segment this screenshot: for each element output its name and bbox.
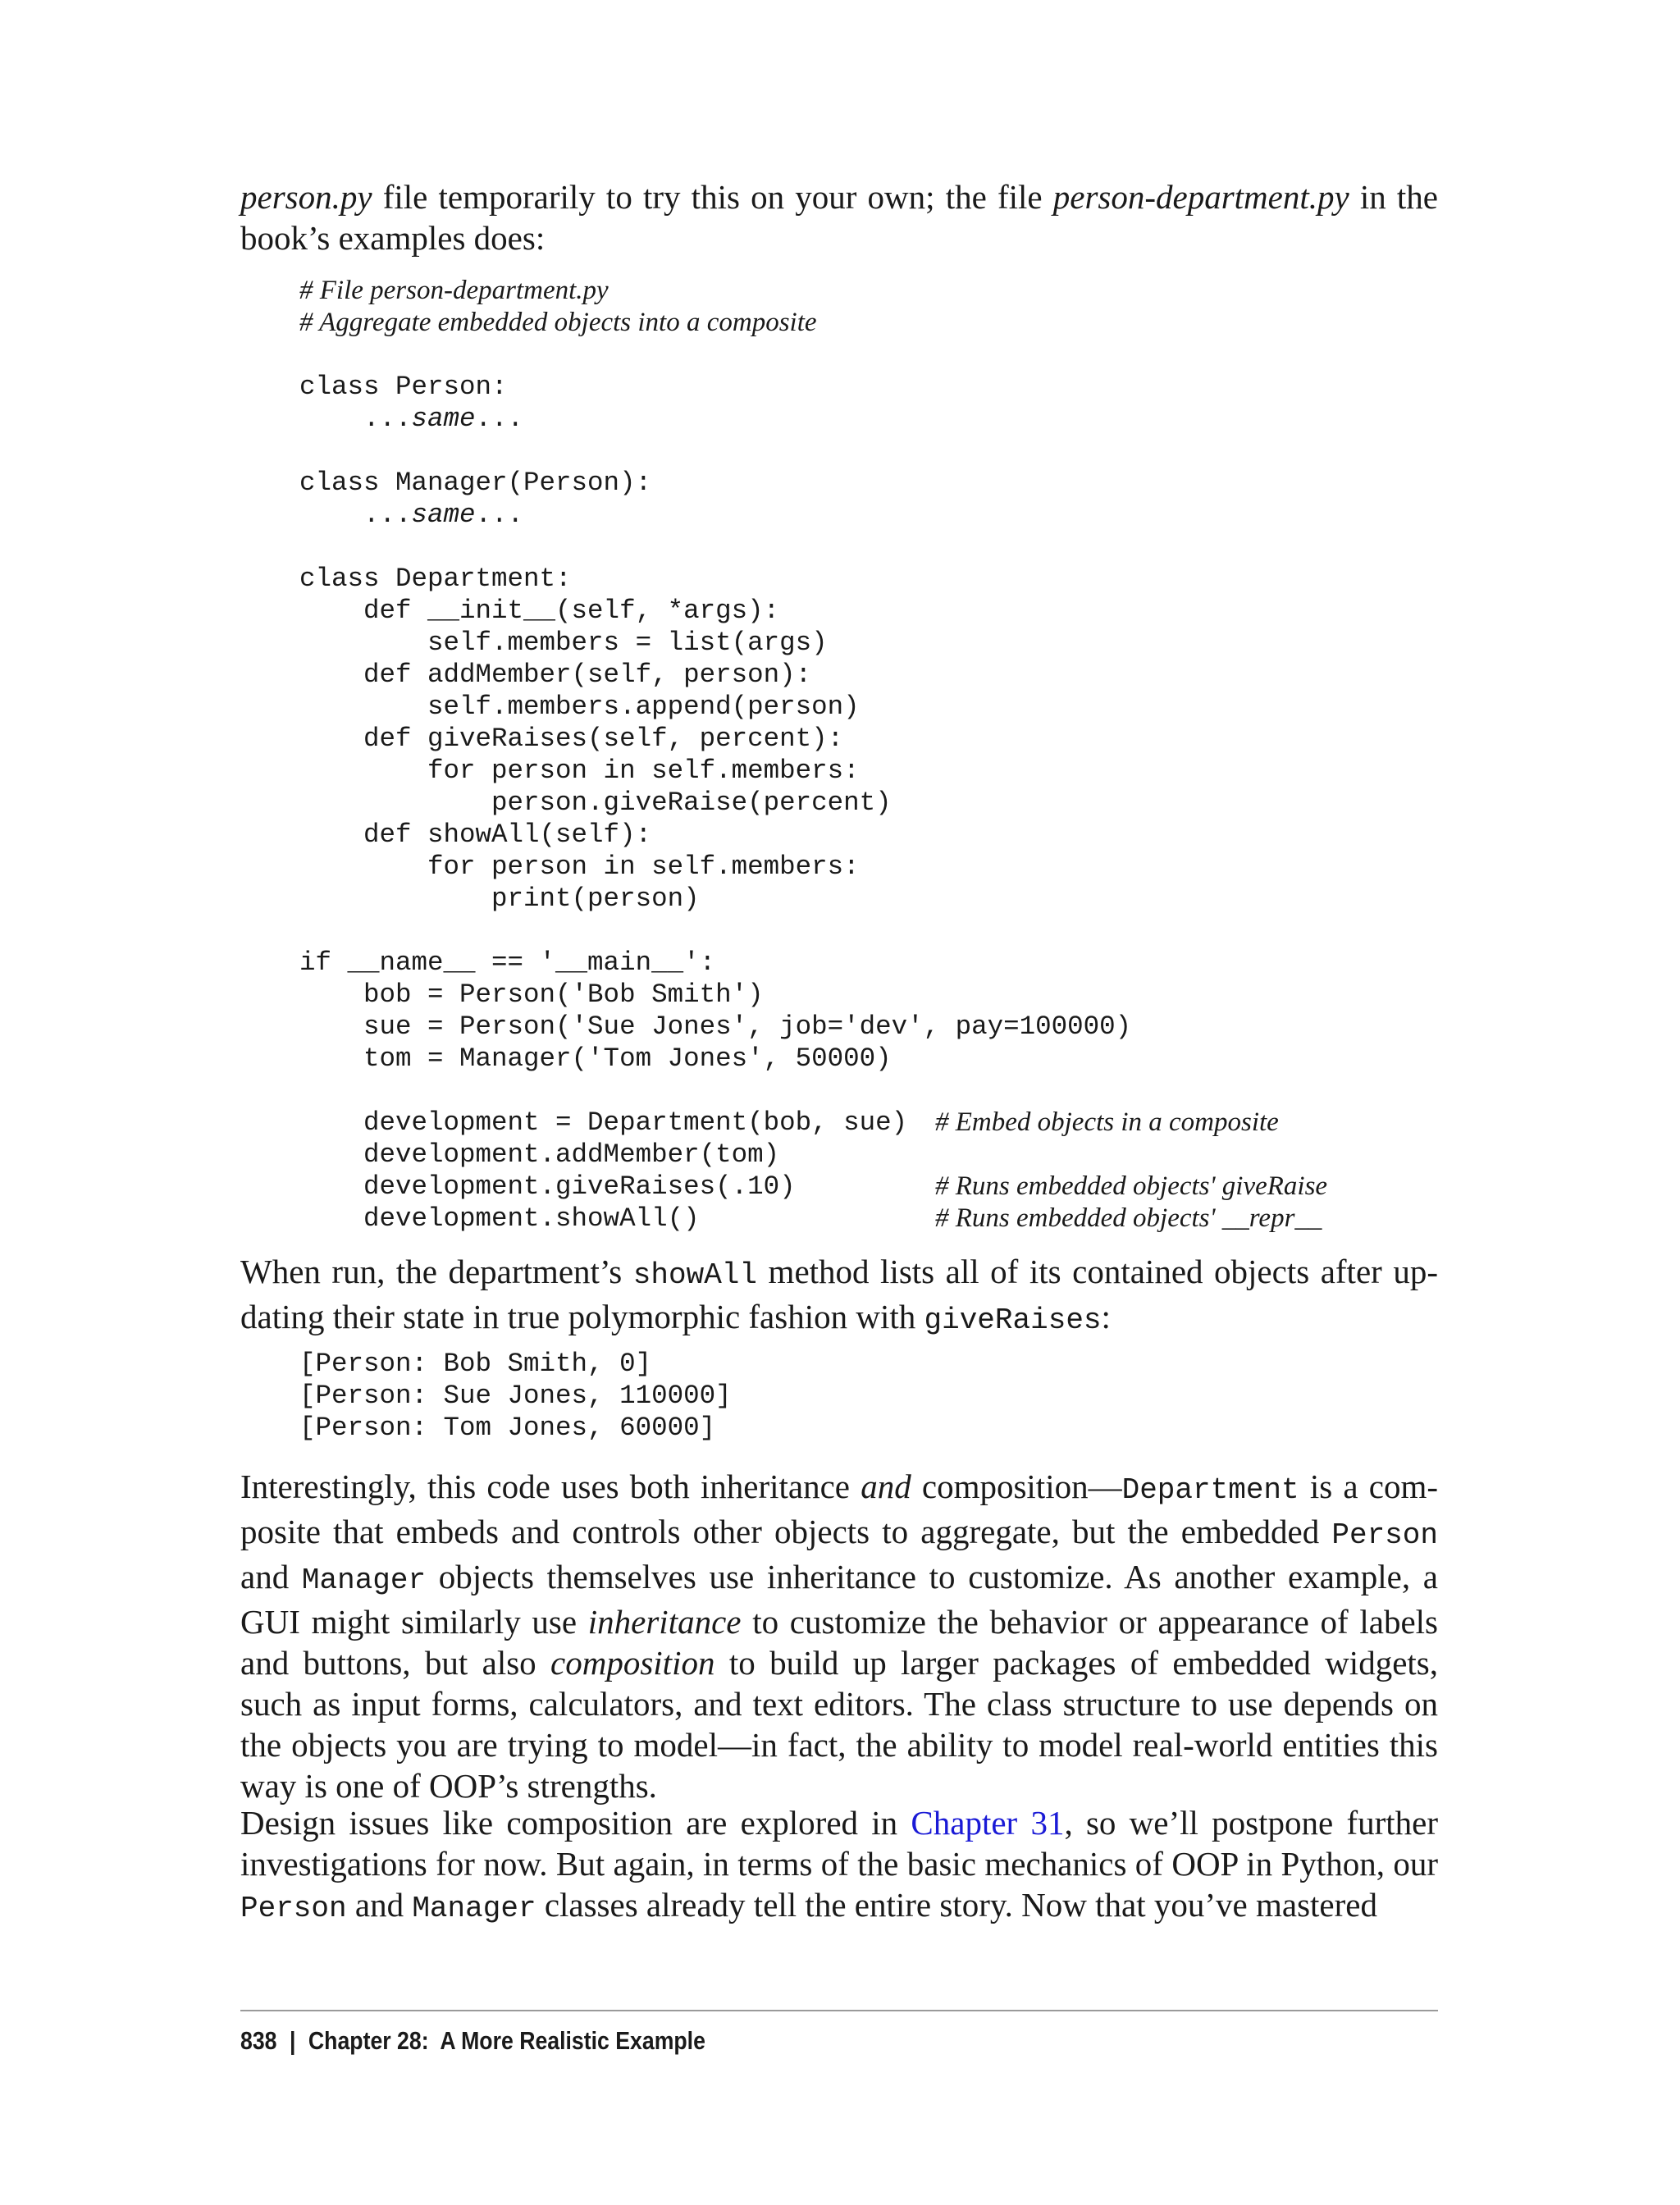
text-run: classes already tell the entire story. Now that you’ve mastered xyxy=(536,1886,1377,1924)
output-line: [Person: Tom Jones, 60000] xyxy=(299,1413,716,1443)
code-comment: # Runs embedded objects' giveRaise xyxy=(935,1171,1328,1201)
inline-code: Person xyxy=(1331,1518,1438,1552)
page-footer xyxy=(240,2025,705,2057)
footer-divider xyxy=(240,2010,1438,2011)
code-comment: # Runs embedded objects' __repr__ xyxy=(935,1203,1322,1233)
text-run: , so we’ll postpone further investigations for now. But again, in terms of the basic mechanics of OOP in Python, our xyxy=(240,1804,1438,1883)
text-run: in the book’s examples does: xyxy=(240,178,1438,257)
code-line: person.giveRaise(percent) xyxy=(299,788,892,818)
text-run: and xyxy=(240,1558,302,1596)
footer-separator: | xyxy=(289,2026,296,2055)
inline-code: giveRaises xyxy=(924,1303,1102,1337)
filename-person-department: person-department.py xyxy=(1052,178,1349,216)
paragraph-intro xyxy=(240,176,1438,258)
inline-code: showAll xyxy=(632,1258,758,1292)
text-run: Design issues like composition are explored in xyxy=(240,1804,911,1842)
code-line: development.showAll() xyxy=(299,1203,700,1234)
text-run: to build up larger packages of embedded widgets, such as input forms, calculators, and text editors. The class structure to use depends on the objects you are trying to model—in fact, the ability to model real-world entities this way is one of OOP’s strengths. xyxy=(240,1644,1438,1805)
emphasis: composition xyxy=(550,1644,715,1682)
code-token-italic: same xyxy=(411,404,476,434)
text-run: Interestingly, this code uses both inheritance xyxy=(240,1468,861,1505)
code-line: tom = Manager('Tom Jones', 50000) xyxy=(299,1043,892,1074)
paragraph-interestingly xyxy=(240,1466,1438,1806)
code-line: def addMember(self, person): xyxy=(299,660,812,690)
code-line: print(person) xyxy=(299,883,700,914)
paragraph-when-run xyxy=(240,1251,1438,1341)
text-run: composition— xyxy=(911,1468,1122,1505)
code-comment: # Aggregate embedded objects into a composite xyxy=(299,308,817,337)
code-line: sue = Person('Sue Jones', job='dev', pay=100000) xyxy=(299,1011,1132,1042)
code-line: class Person: xyxy=(299,372,508,402)
text-run: objects themselves use inheritance to customize. As another example, a GUI might similarly use xyxy=(240,1558,1438,1641)
code-token: ... xyxy=(299,500,412,530)
code-line: def giveRaises(self, percent): xyxy=(299,724,844,754)
code-line: if __name__ == '__main__': xyxy=(299,947,716,978)
text-run: to customize the behavior or appearance of labels and buttons, but also xyxy=(240,1603,1439,1682)
inline-code: Manager xyxy=(301,1564,427,1597)
emphasis: inheritance xyxy=(587,1603,742,1641)
code-line: def showAll(self): xyxy=(299,819,652,850)
output-line: [Person: Bob Smith, 0] xyxy=(299,1349,652,1379)
code-line: def __init__(self, *args): xyxy=(299,596,780,626)
code-token-italic: same xyxy=(411,500,476,530)
code-line: for person in self.members: xyxy=(299,756,860,786)
code-line: self.members = list(args) xyxy=(299,628,828,658)
code-comment: # File person-department.py xyxy=(299,276,609,305)
inline-code: Department xyxy=(1121,1473,1299,1507)
text-run: method lists all of its contained objects after up-dating their state in true polymorphic fashion with xyxy=(240,1253,1438,1335)
code-line: class Manager(Person): xyxy=(299,468,652,498)
code-comment: # Embed objects in a composite xyxy=(935,1107,1279,1137)
code-token: ... xyxy=(475,500,524,530)
code-line: development.addMember(tom) xyxy=(299,1139,780,1170)
code-line: bob = Person('Bob Smith') xyxy=(299,979,764,1010)
code-line: development = Department(bob, sue) xyxy=(299,1107,908,1138)
inline-code: Manager xyxy=(412,1892,536,1925)
code-line xyxy=(299,403,523,435)
emphasis: and xyxy=(861,1468,911,1505)
code-line: for person in self.members: xyxy=(299,851,860,882)
text-run: is a com-posite that embeds and controls other objects to aggregate, but the embedded xyxy=(240,1468,1438,1550)
paragraph-design-issues xyxy=(240,1802,1438,1929)
chapter-title: Chapter 28: A More Realistic Example xyxy=(308,2026,705,2055)
text-run: and xyxy=(346,1886,413,1924)
page-number: 838 xyxy=(240,2026,277,2055)
code-token: ... xyxy=(475,404,524,434)
code-line: development.giveRaises(.10) xyxy=(299,1171,796,1202)
code-token: ... xyxy=(299,404,412,434)
text-run: : xyxy=(1101,1298,1111,1335)
text-run: When run, the department’s xyxy=(240,1253,633,1290)
code-line: self.members.append(person) xyxy=(299,692,860,722)
chapter-31-link[interactable]: Chapter 31 xyxy=(911,1804,1065,1842)
text-run: file temporarily to try this on your own; the file xyxy=(372,178,1053,216)
output-line: [Person: Sue Jones, 110000] xyxy=(299,1381,732,1411)
code-line: class Department: xyxy=(299,564,572,594)
filename-person: person.py xyxy=(240,178,372,216)
inline-code: Person xyxy=(240,1892,347,1925)
code-line xyxy=(299,499,523,531)
